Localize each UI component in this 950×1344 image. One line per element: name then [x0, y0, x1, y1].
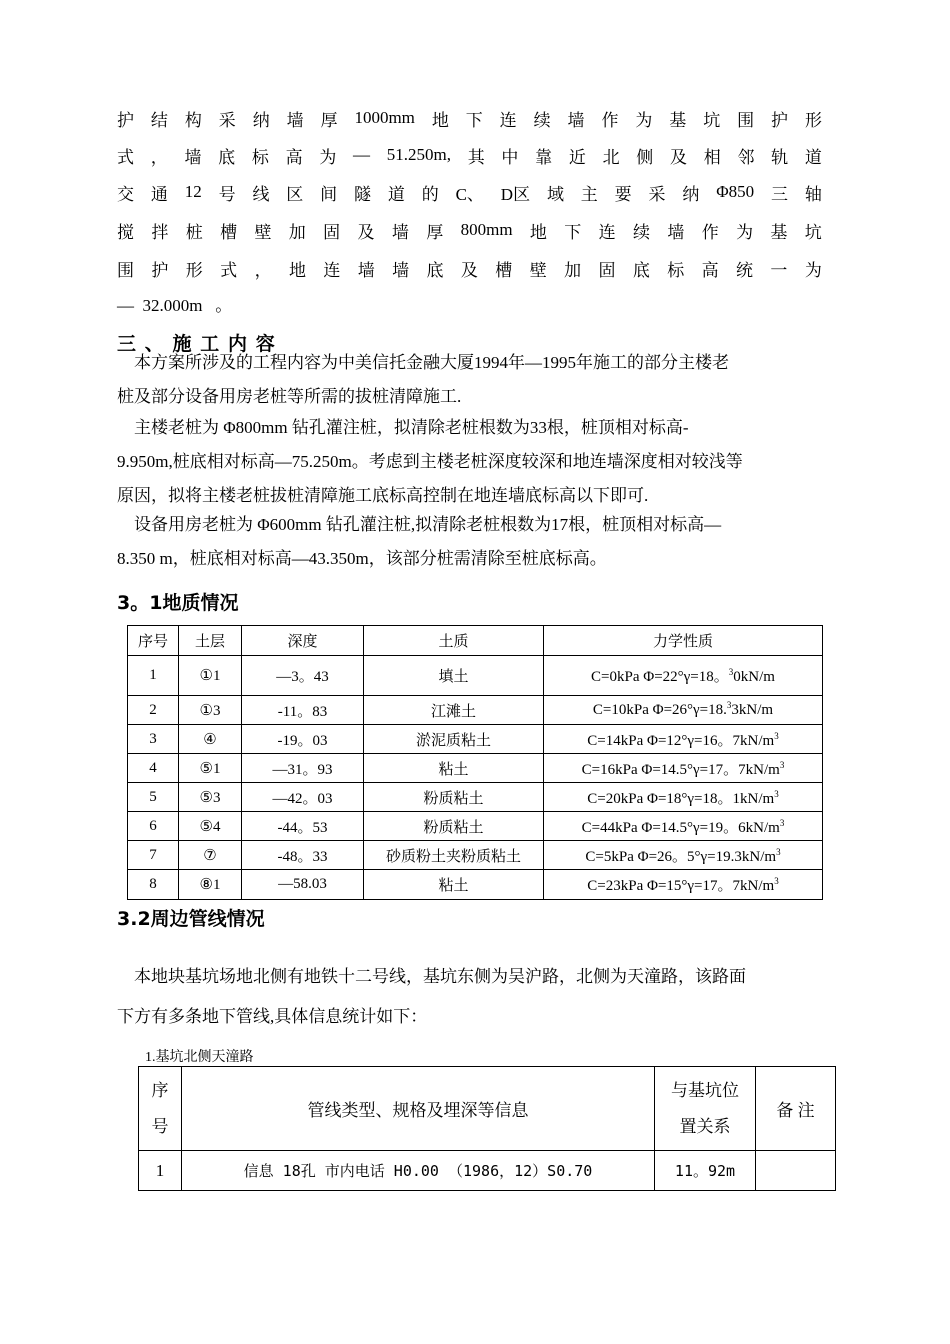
header-text: 置关系: [679, 1116, 731, 1136]
table-row: [139, 1151, 836, 1191]
pipeline-header-row: [139, 1067, 836, 1151]
cell-depth: —3。43: [242, 656, 364, 696]
intro-line-4: [117, 218, 822, 242]
mech-text: C=14kPa Φ=12°γ=16。7kN/m: [587, 732, 775, 749]
intro-token: 护: [771, 110, 789, 130]
intro-token: 为: [736, 222, 754, 242]
mech-text: C=44kPa Φ=14.5°γ=19。6kN/m: [581, 819, 780, 836]
cell-depth: -48。33: [242, 841, 364, 870]
table-caption: 1.基坑北侧天潼路: [145, 1050, 254, 1065]
cell-no: 3: [128, 725, 179, 754]
table-row: [128, 870, 823, 900]
intro-token: 高: [285, 147, 303, 167]
intro-token: 形: [804, 110, 822, 130]
intro-token: 及: [670, 147, 688, 167]
intro-token: 相: [703, 147, 721, 167]
section3-para-3: [117, 508, 837, 576]
intro-token: 固: [323, 222, 341, 242]
intro-token: 续: [533, 110, 551, 130]
cell-soil: 粘土: [364, 870, 544, 900]
intro-token: 式: [117, 147, 134, 167]
intro-token: 坑: [804, 222, 822, 242]
intro-token: D区: [500, 184, 531, 204]
para-line: 8.350 m，桩底相对标高—43.350m，该部分桩需清除至桩底标高。: [117, 549, 607, 568]
intro-token: 道: [387, 184, 405, 204]
intro-token: 为: [804, 260, 822, 280]
intro-token: 墙: [357, 260, 375, 280]
intro-token: 加: [564, 260, 582, 280]
cell-layer: ⑤1: [179, 754, 242, 783]
intro-token: 下: [564, 222, 582, 242]
intro-token: 作: [701, 222, 719, 242]
intro-token: 墙: [667, 222, 685, 242]
intro-token: 厚: [426, 222, 444, 242]
intro-token: 纳: [682, 184, 700, 204]
intro-token: 壁: [254, 222, 272, 242]
header-text: 序: [151, 1080, 169, 1100]
para-line: 主楼老桩为 Φ800mm 钻孔灌注桩，拟清除老桩根数为33根，桩顶相对标高-: [117, 418, 689, 437]
para-line: 桩及部分设备用房老桩等所需的拔桩清障施工.: [117, 387, 462, 406]
intro-token: ，: [150, 147, 168, 167]
cell-mech: [544, 870, 823, 900]
cell-no: 2: [128, 696, 179, 725]
cell-depth: —42。03: [242, 783, 364, 812]
cell-mech: [544, 841, 823, 870]
mech-superscript: 3: [779, 817, 785, 828]
para-line: 原因，拟将主楼老桩拔桩清障施工底标高控制在地连墙底标高以下即可.: [117, 486, 649, 505]
intro-token: 高: [701, 260, 719, 280]
intro-token: 纳: [252, 110, 270, 130]
mech-text: C=10kPa Φ=26°γ=18.: [592, 701, 727, 718]
intro-token: 作: [601, 110, 619, 130]
cell-no: 6: [128, 812, 179, 841]
cell-layer: ⑤4: [179, 812, 242, 841]
intro-token: 加: [288, 222, 306, 242]
intro-token: 域: [546, 184, 564, 204]
intro-token: 及: [460, 260, 478, 280]
intro-token: 护: [151, 260, 169, 280]
geology-table: [127, 625, 823, 900]
cell-mech: [544, 812, 823, 841]
intro-token: 12: [184, 182, 202, 201]
table-row: [128, 783, 823, 812]
intro-token: 标: [251, 147, 269, 167]
table-row: [128, 725, 823, 754]
cell-soil: 江滩土: [364, 696, 544, 725]
cell-no: 1: [128, 656, 179, 696]
geology-header-row: [128, 626, 823, 656]
mech-superscript: 3: [726, 699, 732, 710]
col-header-note: 备 注: [756, 1067, 836, 1151]
intro-token: 间: [320, 184, 338, 204]
intro-token: 道: [804, 147, 822, 167]
col-header-info: 管线类型、规格及埋深等信息: [182, 1067, 655, 1151]
intro-token: 槽: [220, 222, 238, 242]
table-row: [128, 812, 823, 841]
intro-token: 墙: [392, 260, 410, 280]
cell-no: 1: [139, 1151, 182, 1191]
cell-mech: [544, 696, 823, 725]
intro-token: 为: [635, 110, 653, 130]
cell-soil: 粉质粘土: [364, 812, 544, 841]
intro-token: 地: [288, 260, 306, 280]
intro-token: 墙: [567, 110, 585, 130]
intro-token: 围: [117, 260, 134, 280]
intro-token: 主: [580, 184, 598, 204]
intro-token: 交: [117, 184, 134, 204]
cell-soil: 粘土: [364, 754, 544, 783]
para-line: 下方有多条地下管线,具体信息统计如下：: [117, 1007, 428, 1026]
cell-mech: [544, 754, 823, 783]
intro-last-line: [117, 289, 837, 323]
col-header-no: [139, 1067, 182, 1151]
intro-token: 厚: [320, 110, 338, 130]
intro-line-3: [117, 180, 822, 204]
intro-token: 靠: [535, 147, 553, 167]
intro-token: 底: [218, 147, 236, 167]
cell-depth: —31。93: [242, 754, 364, 783]
intro-token: —: [353, 145, 371, 164]
col-header: 力学性质: [544, 626, 823, 656]
mech-superscript: 3: [779, 759, 785, 770]
intro-token: 地: [431, 110, 449, 130]
intro-token: 结: [150, 110, 168, 130]
intro-token: 侧: [636, 147, 654, 167]
mech-text: C=0kPa Φ=22°γ=18。: [591, 669, 729, 685]
intro-token: 连: [323, 260, 341, 280]
intro-token: 通: [150, 184, 168, 204]
cell-layer: ⑦: [179, 841, 242, 870]
pipeline-para: [117, 957, 837, 1037]
intro-token: 隧: [354, 184, 372, 204]
table-row: [128, 656, 823, 696]
intro-token: 要: [614, 184, 632, 204]
intro-token: 墙: [286, 110, 304, 130]
mech-superscript: 3: [774, 730, 779, 741]
mech-text: C=16kPa Φ=14.5°γ=17。7kN/m: [581, 761, 780, 778]
intro-token: 式: [220, 260, 238, 280]
section3-para-2: [117, 411, 837, 513]
intro-token: Φ850: [716, 182, 755, 201]
intro-token: 1000mm: [354, 108, 415, 127]
mech-text: C=20kPa Φ=18°γ=18。1kN/m: [587, 790, 775, 807]
intro-token: 围: [737, 110, 755, 130]
intro-line-5: [117, 256, 822, 280]
intro-token: 号: [218, 184, 236, 204]
mech-superscript: 3: [776, 846, 781, 857]
intro-token: 一: [770, 260, 788, 280]
para-line: 设备用房老桩为 Φ600mm 钻孔灌注桩,拟清除老桩根数为17根，桩顶相对标高—: [117, 515, 722, 534]
col-header: 土质: [364, 626, 544, 656]
intro-token: 桩: [185, 222, 203, 242]
cell-mech: [544, 725, 823, 754]
intro-token: 固: [598, 260, 616, 280]
mech-tail: 0kN/m: [733, 669, 775, 685]
intro-token: 三: [771, 184, 789, 204]
col-header: 土层: [179, 626, 242, 656]
intro-token: 搅: [117, 222, 134, 242]
cell-soil: 淤泥质粘土: [364, 725, 544, 754]
cell-layer: ⑤3: [179, 783, 242, 812]
intro-last-text: — 32.000m 。: [117, 296, 233, 315]
intro-token: 护: [117, 110, 134, 130]
cell-info: 信息 18孔 市内电话 H0.00 （1986，12）S0.70: [182, 1151, 655, 1191]
intro-token: 中: [501, 147, 519, 167]
intro-token: 构: [184, 110, 202, 130]
cell-no: 8: [128, 870, 179, 900]
intro-token: 采: [648, 184, 666, 204]
cell-mech: [544, 783, 823, 812]
intro-token: 连: [598, 222, 616, 242]
cell-pos: 11。92m: [655, 1151, 756, 1191]
intro-token: 槽: [495, 260, 513, 280]
cell-depth: —58.03: [242, 870, 364, 900]
intro-token: 线: [252, 184, 270, 204]
cell-soil: 砂质粉土夹粉质粘土: [364, 841, 544, 870]
intro-token: 为: [319, 147, 337, 167]
intro-token: 邻: [737, 147, 755, 167]
cell-layer: ⑧1: [179, 870, 242, 900]
intro-token: 基: [770, 222, 788, 242]
pipeline-heading: 3.2周边管线情况: [117, 908, 265, 930]
cell-no: 5: [128, 783, 179, 812]
intro-line-1: [117, 106, 822, 130]
intro-token: 地: [529, 222, 547, 242]
intro-token: 的: [421, 184, 439, 204]
intro-token: 统: [736, 260, 754, 280]
cell-no: 4: [128, 754, 179, 783]
header-text: 号: [151, 1116, 169, 1136]
cell-note: [756, 1151, 836, 1191]
para-line: 9.950m,桩底相对标高—75.250m。考虑到主楼老桩深度较深和地连墙深度相对较浅等: [117, 452, 743, 471]
para-line: 本地块基坑场地北侧有地铁十二号线，基坑东侧为吴沪路，北侧为天潼路，该路面: [117, 967, 746, 986]
para-line: 本方案所涉及的工程内容为中美信托金融大厦1994年—1995年施工的部分主楼老: [117, 353, 729, 372]
intro-token: 墙: [184, 147, 202, 167]
geology-heading: 3。1地质情况: [117, 592, 239, 614]
intro-token: 连: [499, 110, 517, 130]
cell-soil: 粉质粘土: [364, 783, 544, 812]
intro-token: 下: [465, 110, 483, 130]
intro-token: 及: [357, 222, 375, 242]
intro-token: 底: [632, 260, 650, 280]
intro-token: 墙: [391, 222, 409, 242]
intro-token: ，: [254, 260, 272, 280]
intro-token: 区: [286, 184, 304, 204]
col-header: 深度: [242, 626, 364, 656]
intro-token: 近: [568, 147, 586, 167]
intro-token: 标: [667, 260, 685, 280]
intro-token: 基: [669, 110, 687, 130]
cell-soil: 填土: [364, 656, 544, 696]
intro-token: 形: [185, 260, 203, 280]
intro-line-2: [117, 143, 822, 167]
table-row: [128, 841, 823, 870]
cell-mech: [544, 656, 823, 696]
section-heading: 三 、 施 工 内 容: [117, 334, 277, 355]
intro-token: 壁: [529, 260, 547, 280]
mech-text: C=5kPa Φ=26。5°γ=19.3kN/m: [585, 848, 777, 865]
cell-layer: ①1: [179, 656, 242, 696]
intro-token: 采: [218, 110, 236, 130]
cell-layer: ①3: [179, 696, 242, 725]
table-row: [128, 696, 823, 725]
mech-superscript: 3: [774, 876, 779, 886]
cell-depth: -19。03: [242, 725, 364, 754]
mech-superscript: 3: [728, 667, 734, 677]
intro-token: 续: [632, 222, 650, 242]
pipeline-table: [138, 1066, 836, 1191]
mech-superscript: 3: [774, 788, 779, 799]
intro-token: 轴: [804, 184, 822, 204]
intro-token: 轨: [771, 147, 789, 167]
header-text: 与基坑位: [671, 1080, 739, 1100]
mech-text: C=23kPa Φ=15°γ=17。7kN/m: [587, 878, 775, 894]
intro-token: 51.250m,: [386, 145, 451, 164]
intro-token: 坑: [703, 110, 721, 130]
table-row: [128, 754, 823, 783]
cell-layer: ④: [179, 725, 242, 754]
mech-tail: 3kN/m: [731, 701, 774, 718]
section3-para-1: [117, 346, 837, 414]
col-header: 序号: [128, 626, 179, 656]
intro-token: 底: [426, 260, 444, 280]
col-header-position: [655, 1067, 756, 1151]
cell-no: 7: [128, 841, 179, 870]
intro-token: 800mm: [460, 220, 513, 239]
intro-token: 其: [467, 147, 485, 167]
intro-token: 拌: [151, 222, 169, 242]
cell-depth: -44。53: [242, 812, 364, 841]
intro-token: 北: [602, 147, 620, 167]
cell-depth: -11。83: [242, 696, 364, 725]
intro-token: C、: [455, 184, 484, 204]
